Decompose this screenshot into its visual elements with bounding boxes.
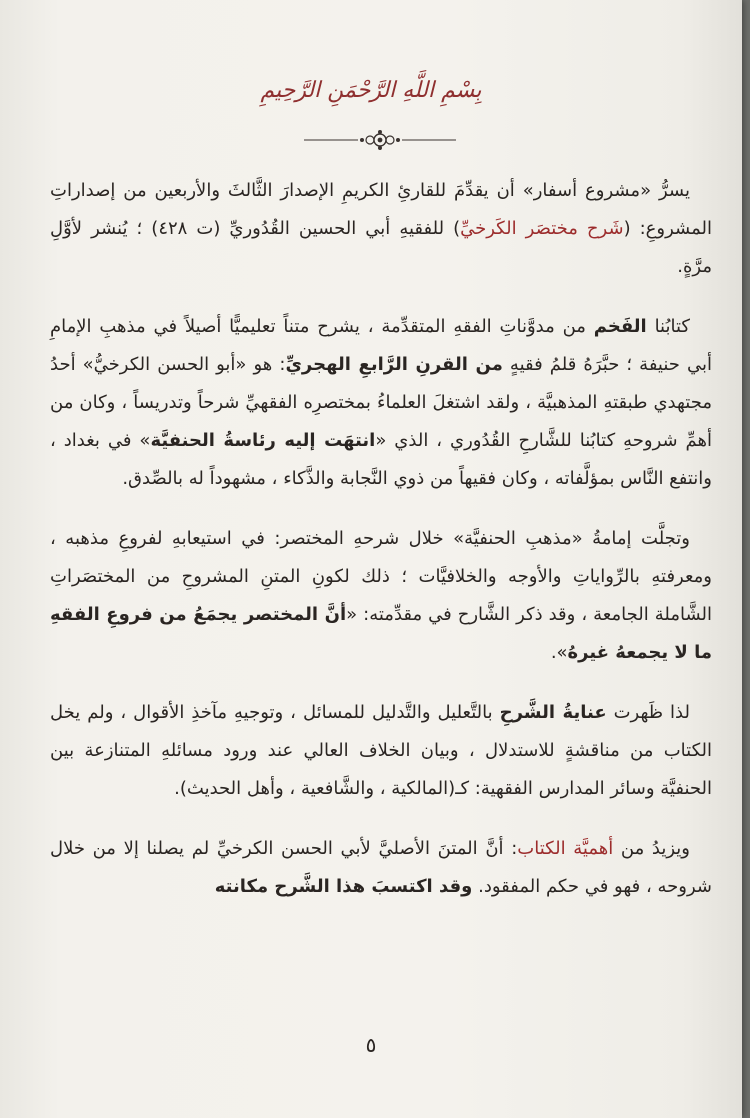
- paragraph-importance: [50, 830, 712, 906]
- basmala-heading: بِسْمِ اللَّهِ الرَّحْمَنِ الرَّحِيمِ: [260, 78, 482, 103]
- intro-text-end: ) للفقيهِ أبي الحسين القُدُوريِّ (ت ٤٢٨) ؛ يُنشر لأوَّلِ مرَّةٍ.: [50, 218, 712, 277]
- description-text: » في بغداد ، وانتفع النَّاس بمؤلَّفاته ، وكان فقيهاً من ذوي النَّجابة والذَّكاء ، مشهوداً له بالصِّدق.: [50, 430, 712, 489]
- bold-phrase: الفَخم: [593, 316, 647, 337]
- bold-phrase: انتهَت إليه رئاسةُ الحنفيَّة: [150, 430, 376, 451]
- importance-text: ويزيدُ من: [613, 838, 690, 859]
- body-text: [50, 172, 712, 928]
- care-text: لذا ظَهرت: [606, 702, 690, 723]
- paragraph-commentary-care: [50, 694, 712, 808]
- importance-highlight: أهميَّة الكتاب: [517, 838, 614, 859]
- description-text: : هو «أبو الحسن الكرخيُّ» أحدُ مجتهدي طبقتهِ المذهبيَّة ، ولقد اشتغلَ العلماءُ بمختصرِه الفقهيِّ شرحاً وتدريساً ، وكان من أهمِّ شروحهِ كتابُنا للشَّارحِ القُدُوري ، الذي «: [50, 354, 713, 451]
- paragraph-book-description: [50, 308, 712, 498]
- bold-quote: أنَّ المختصر يجمَعُ من فروعِ الفقهِ ما لا يجمعهُ غيرهُ: [50, 604, 712, 663]
- bold-phrase: عنايةُ الشَّرحِ: [499, 702, 607, 723]
- intro-text: يسرُّ «مشروع أسفار» أن يقدِّمَ للقارئِ الكريمِ الإصدارَ الثَّالثَ والأربعين من إصداراتِ المشروعِ: (: [50, 180, 712, 239]
- description-text: كتابُنا: [646, 316, 690, 337]
- bold-phrase: وقد اكتسبَ هذا الشَّرح مكانته: [214, 876, 473, 897]
- description-text: من مدوَّناتِ الفقهِ المتقدِّمة ، يشرح متناً تعليميًّا أصيلاً في مذهبِ الإمامِ أبي حنيفة ؛ حبَّرَهُ قلمُ فقيهٍ: [50, 316, 712, 375]
- imamate-text-end: ».: [550, 642, 568, 663]
- paragraph-imamate: [50, 520, 712, 672]
- ornament-divider-icon: [300, 128, 460, 152]
- care-text: بالتَّعليل والتَّدليل للمسائل ، وتوجيهِ مآخذِ الأقوال ، ولم يخل الكتاب من مناقشةٍ للاستدلال ، وبيان الخلاف العالي عند ورود مسائلهِ المتنازعة بين الحنفيَّة وسائر المدارس الفقهية: كـ(المالكية ، والشَّافعية ، وأهل الحديث).: [50, 702, 712, 799]
- book-title-highlight: شَرح مختصَر الكَرخيِّ: [460, 218, 624, 239]
- bold-phrase: من القرنِ الرَّابعِ الهجريِّ: [285, 354, 503, 375]
- imamate-text: وتجلَّت إمامةُ «مذهبِ الحنفيَّة» خلال شرحهِ المختصر: في استيعابهِ لفروعِ مذهبه ، ومعرفتهِ بالرِّواياتِ والأوجه والخلافيَّات ؛ ذلك لكونِ المتنِ المشروحِ من المختصَراتِ الشَّاملة الجامعة ، وقد ذكر الشَّارح في مقدِّمته: «: [50, 528, 712, 625]
- page-number: ٥: [365, 1033, 377, 1057]
- paragraph-intro: [50, 172, 712, 286]
- importance-text: : أنَّ المتنَ الأصليَّ لأبي الحسن الكرخيِّ لم يصلنا إلا من خلال شروحه ، فهو في حكم المفقود.: [50, 838, 712, 897]
